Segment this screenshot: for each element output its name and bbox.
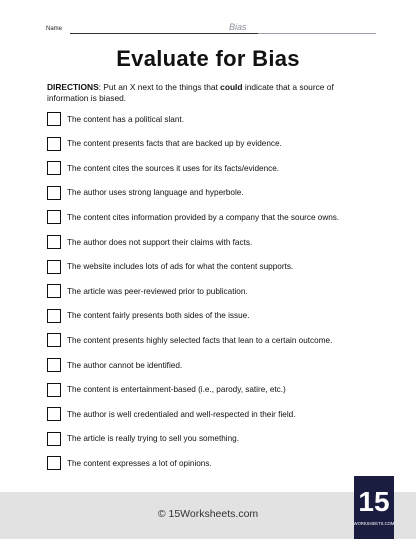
checkbox[interactable]	[47, 358, 61, 372]
checklist-item	[47, 307, 250, 325]
checkbox[interactable]	[47, 186, 61, 200]
directions-lead: DIRECTIONS	[47, 82, 99, 92]
checkbox[interactable]	[47, 137, 61, 151]
checkbox[interactable]	[47, 432, 61, 446]
checklist-item	[47, 405, 295, 423]
directions-text-before: : Put an X next to the things that	[98, 82, 221, 92]
checklist-item-label: The content cites information provided by a company that the source owns.	[67, 212, 340, 222]
checklist-item-label: The article is really trying to sell you something.	[67, 434, 240, 444]
checklist-item-label: The content has a political slant.	[67, 114, 184, 124]
checkbox[interactable]	[47, 161, 61, 175]
checklist-item	[47, 258, 293, 276]
checklist-item-label: The content presents highly selected facts that lean to a certain outcome.	[67, 335, 333, 345]
checklist-item	[47, 282, 248, 300]
checklist-item-label: The website includes lots of ads for what the content supports.	[67, 262, 294, 272]
checklist-item	[47, 208, 339, 226]
checkbox[interactable]	[47, 309, 61, 323]
checklist-item	[47, 233, 252, 251]
checklist-item-label: The author does not support their claims with facts.	[67, 237, 253, 247]
checklist-item-label: The article was peer-reviewed prior to publication.	[67, 286, 248, 296]
checkbox[interactable]	[47, 260, 61, 274]
checklist-item	[47, 110, 184, 128]
checkbox[interactable]	[47, 210, 61, 224]
copyright-text: © 15Worksheets.com	[157, 508, 259, 520]
checklist-item	[47, 430, 239, 448]
checklist-item-label: The author is well credentialed and well-respected in their field.	[67, 409, 296, 419]
checklist-item-label: The author uses strong language and hyperbole.	[67, 188, 244, 198]
checkbox[interactable]	[47, 383, 61, 397]
page-title: Evaluate for Bias	[116, 46, 300, 71]
checklist-item	[47, 454, 212, 472]
checklist-item-label: The author cannot be identified.	[67, 360, 183, 370]
topic-label: Bias	[229, 22, 247, 32]
checkbox[interactable]	[47, 284, 61, 298]
logo-text: WORKSHEETS.COM	[354, 521, 394, 526]
worksheets-logo	[354, 476, 394, 539]
checklist-item	[47, 159, 279, 177]
directions	[47, 82, 377, 104]
topic-line	[258, 33, 376, 34]
checklist-item	[47, 381, 286, 399]
checklist-item	[47, 356, 182, 374]
directions-emphasis: could	[220, 82, 243, 92]
checkbox[interactable]	[47, 112, 61, 126]
checklist-item-label: The content cites the sources it uses for its facts/evidence.	[67, 163, 280, 173]
checklist-item	[47, 184, 244, 202]
directions-text-after: indicate that a source of information is biased.	[47, 82, 334, 103]
checklist-item	[47, 135, 282, 153]
checklist-item-label: The content expresses a lot of opinions.	[67, 458, 212, 468]
checklist-item	[47, 331, 332, 349]
checklist-item-label: The content presents facts that are backed up by evidence.	[67, 139, 282, 149]
name-field[interactable]	[70, 33, 258, 34]
checkbox[interactable]	[47, 333, 61, 347]
checklist-item-label: The content fairly presents both sides of the issue.	[67, 311, 250, 321]
checkbox[interactable]	[47, 407, 61, 421]
checkbox[interactable]	[47, 456, 61, 470]
name-row	[46, 23, 376, 37]
name-label: Name	[46, 26, 63, 32]
checklist-item-label: The content is entertainment-based (i.e., parody, satire, etc.)	[67, 385, 286, 395]
logo-number: 15	[358, 486, 390, 517]
checkbox[interactable]	[47, 235, 61, 249]
